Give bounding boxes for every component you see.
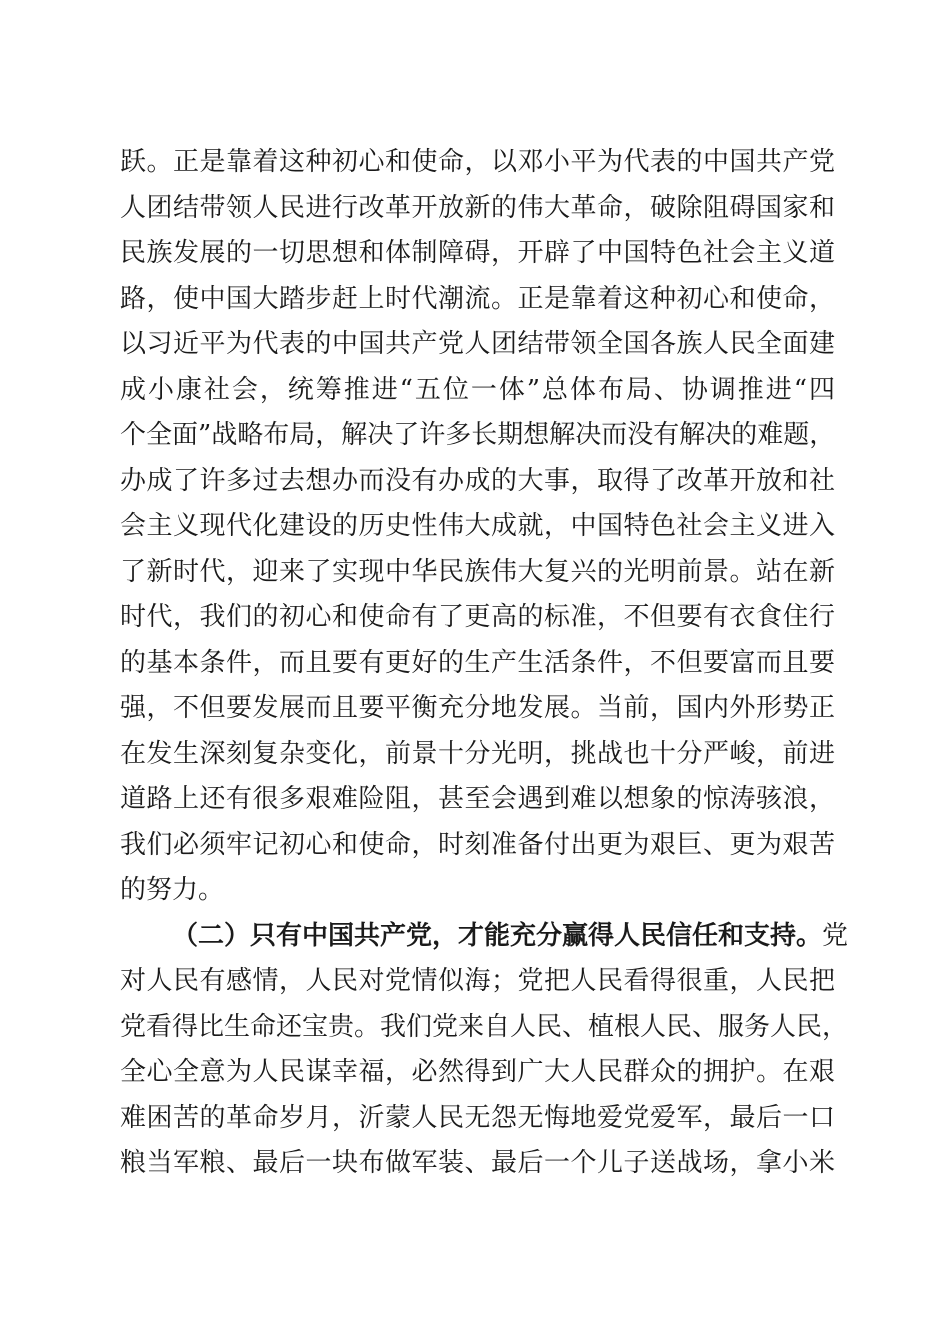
text-line: 会主义现代化建设的历史性伟大成就，中国特色社会主义进入 [120,511,835,541]
text-line: 路，使中国大踏步赶上时代潮流。正是靠着这种初心和使命， [120,283,835,314]
text-line: 难困苦的革命岁月，沂蒙人民无怨无悔地爱党爱军，最后一口 [120,1102,835,1133]
text-line: 个全面”战略布局，解决了许多长期想解决而没有解决的难题， [120,420,836,450]
text-line: 对人民有感情，人民对党情似海；党把人民看得很重，人民把 [120,966,835,996]
section-heading-line [120,914,849,960]
text-line: 的努力。 [120,875,225,905]
text-line: 跃。正是靠着这种初心和使命，以邓小平为代表的中国共产党 [120,147,835,177]
text-line: 道路上还有很多艰难险阻，甚至会遇到难以想象的惊涛骇浪， [120,784,835,814]
section-heading-tail: 党 [822,920,849,951]
text-line: 强，不但要发展而且要平衡充分地发展。当前，国内外形势正 [120,693,835,723]
text-line: 办成了许多过去想办而没有办成的大事，取得了改革开放和社 [120,465,835,496]
text-line: 党看得比生命还宝贵。我们党来自人民、植根人民、服务人民， [120,1011,849,1042]
text-line: 人团结带领人民进行改革开放新的伟大革命，破除阻碍国家和 [120,192,835,223]
body-text [120,140,849,1187]
text-line: 民族发展的一切思想和体制障碍，开辟了中国特色社会主义道 [120,238,835,268]
text-line: 我们必须牢记初心和使命，时刻准备付出更为艰巨、更为艰苦 [120,829,835,860]
text-line: 的基本条件，而且要有更好的生产生活条件，不但要富而且要 [120,647,835,678]
text-line: 成小康社会，统筹推进“五位一体”总体布局、协调推进“四 [120,374,835,405]
text-line: 以习近平为代表的中国共产党人团结带领全国各族人民全面建 [120,329,835,359]
section-heading: （二）只有中国共产党，才能充分赢得人民信任和支持。 [172,920,823,951]
text-line: 粮当军粮、最后一块布做军装、最后一个儿子送战场，拿小米 [120,1148,835,1178]
text-line: 在发生深刻复杂变化，前景十分光明，挑战也十分严峻，前进 [120,738,835,769]
text-line: 了新时代，迎来了实现中华民族伟大复兴的光明前景。站在新 [120,556,835,587]
text-line: 全心全意为人民谋幸福，必然得到广大人民群众的拥护。在艰 [120,1057,835,1087]
text-line: 时代，我们的初心和使命有了更高的标准，不但要有衣食住行 [120,602,835,632]
